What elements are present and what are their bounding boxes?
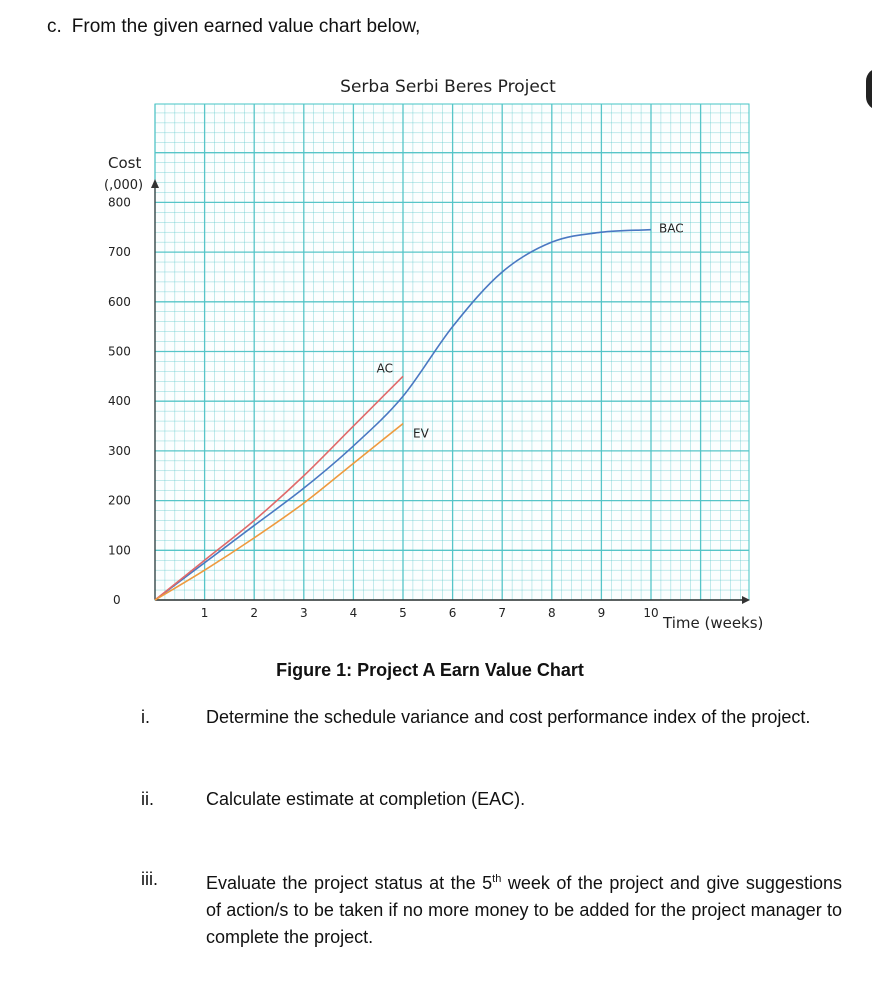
- question-text: Calculate estimate at completion (EAC).: [206, 789, 526, 809]
- x-tick-label: 8: [547, 606, 556, 620]
- series-label-ev: EV: [413, 426, 429, 441]
- question-number: ii.: [141, 789, 154, 809]
- question-number: i.: [141, 707, 150, 727]
- y-axis-label: Cost: [108, 154, 142, 172]
- x-axis-label: Time (weeks): [663, 614, 764, 632]
- superscript-th: th: [492, 873, 502, 885]
- x-tick-label: 10: [643, 606, 659, 620]
- figure-caption: Figure 1: Project A Earn Value Chart: [276, 660, 584, 680]
- x-tick-label: 5: [399, 606, 407, 620]
- question-text: [206, 866, 842, 951]
- x-tick-label: 9: [597, 606, 606, 620]
- y-tick-label: 200: [108, 493, 131, 508]
- question-text-part: Evaluate the project status at the 5: [206, 873, 493, 893]
- question-number: iii.: [141, 869, 158, 889]
- y-tick-label: 100: [108, 543, 131, 558]
- y-tick-label: 400: [108, 394, 131, 409]
- x-tick-label: 3: [299, 606, 308, 620]
- chart-grid: [155, 104, 749, 600]
- y-tick-label: 700: [108, 245, 131, 260]
- x-tick-label: 7: [498, 606, 507, 620]
- x-tick-label: 6: [448, 606, 457, 620]
- x-tick-label: 1: [200, 606, 209, 620]
- y-tick-label: 300: [108, 443, 131, 458]
- x-tick-label: 4: [349, 606, 358, 620]
- question-intro: [47, 16, 420, 38]
- question-text-part: week of the project and give suggestions of action/s to be taken if no more money to be added for the project manager to complete the project.: [206, 873, 842, 947]
- question-text: Determine the schedule variance and cost performance index of the project.: [206, 707, 811, 727]
- series-label-bac: BAC: [659, 221, 684, 236]
- series-label-ac: AC: [376, 361, 393, 376]
- x-tick-label: 2: [250, 606, 259, 620]
- chart-title: Serba Serbi Beres Project: [340, 77, 556, 97]
- y-tick-label: 800: [108, 195, 131, 210]
- question-label: c.: [47, 16, 62, 37]
- question-intro-text: From the given earned value chart below,: [71, 16, 421, 37]
- y-tick-label: 0: [113, 593, 121, 607]
- y-axis-unit: (,000): [104, 178, 144, 193]
- y-tick-label: 500: [108, 344, 131, 359]
- y-tick-label: 600: [108, 294, 131, 309]
- earned-value-chart: [0, 60, 872, 650]
